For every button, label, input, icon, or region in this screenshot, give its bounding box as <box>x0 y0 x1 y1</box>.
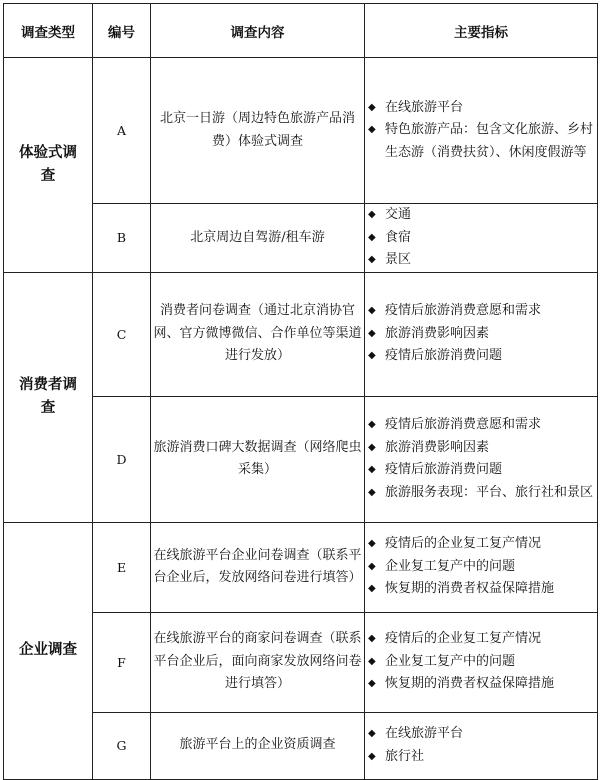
indicator-item <box>365 204 597 227</box>
diamond-bullet-icon: ◆ <box>368 464 376 475</box>
diamond-bullet-icon: ◆ <box>368 678 376 690</box>
indicator-item <box>365 723 597 746</box>
diamond-bullet-icon: ◆ <box>368 560 376 572</box>
indicators-cell <box>365 612 598 712</box>
diamond-bullet-icon: ◆ <box>368 419 376 430</box>
indicator-list <box>365 533 597 601</box>
survey-content-cell: 在线旅游平台企业问卷调查（联系平台企业后，发放网络问卷进行填答） <box>151 522 365 612</box>
indicator-item <box>365 249 597 272</box>
diamond-bullet-icon: ◆ <box>368 305 376 317</box>
indicator-item <box>365 556 597 579</box>
survey-id-cell: B <box>93 204 151 273</box>
indicator-item <box>365 414 597 437</box>
indicator-text: 特色旅游产品：包含文化旅游、乡村生态游（消费扶贫）、休闲度假游等 <box>385 122 594 160</box>
indicator-list <box>365 97 597 165</box>
indicator-text: 疫情后旅游消费问题 <box>385 348 503 364</box>
header-survey-type: 调查类型 <box>4 4 93 58</box>
diamond-bullet-icon: ◆ <box>368 124 376 136</box>
indicator-text: 疫情后的企业复工复产情况 <box>385 536 542 552</box>
indicator-list <box>365 723 597 768</box>
survey-id-cell: C <box>93 272 151 396</box>
indicator-text: 交通 <box>385 207 412 222</box>
indicators-cell <box>365 58 598 204</box>
survey-content-cell: 消费者问卷调查（通过北京消协官网、官方微博微信、合作单位等渠道进行发放） <box>151 272 365 396</box>
survey-content-cell: 旅游消费口碑大数据调查（网络爬虫采集） <box>151 396 365 522</box>
indicator-text: 疫情后旅游消费意愿和需求 <box>385 417 542 432</box>
survey-id-cell: A <box>93 58 151 204</box>
indicator-item <box>365 651 597 674</box>
diamond-bullet-icon: ◆ <box>368 633 376 645</box>
table-row <box>4 272 598 396</box>
indicator-text: 食宿 <box>385 229 412 245</box>
survey-id-cell: G <box>93 712 151 779</box>
indicator-item <box>365 437 597 460</box>
indicator-text: 旅行社 <box>385 748 425 764</box>
table-row <box>4 58 598 204</box>
indicator-item <box>365 673 597 696</box>
indicator-item <box>365 300 597 323</box>
survey-content-cell: 北京一日游（周边特色旅游产品消费）体验式调查 <box>151 58 365 204</box>
indicator-item <box>365 533 597 556</box>
indicator-list <box>365 628 597 696</box>
diamond-bullet-icon: ◆ <box>368 231 376 243</box>
indicator-item <box>365 119 597 164</box>
diamond-bullet-icon: ◆ <box>368 101 376 113</box>
survey-type-label: 消费者调查 <box>19 377 77 416</box>
indicator-item <box>365 578 597 601</box>
survey-type-cell <box>4 58 93 273</box>
indicator-text: 企业复工复产中的问题 <box>385 558 516 574</box>
header-id: 编号 <box>93 4 151 58</box>
indicator-text: 企业复工复产中的问题 <box>385 653 516 669</box>
indicator-text: 在线旅游平台 <box>385 99 464 115</box>
diamond-bullet-icon: ◆ <box>368 254 376 265</box>
indicator-item <box>365 746 597 769</box>
indicator-list <box>365 204 597 272</box>
indicator-item <box>365 97 597 120</box>
indicator-item <box>365 628 597 651</box>
indicator-item <box>365 482 597 505</box>
indicators-cell <box>365 272 598 396</box>
survey-content-cell: 在线旅游平台的商家问卷调查（联系平台企业后，面向商家发放网络问卷进行填答） <box>151 612 365 712</box>
table-row <box>4 522 598 612</box>
indicator-text: 在线旅游平台 <box>385 726 464 741</box>
header-survey-content: 调查内容 <box>151 4 365 58</box>
table-header <box>4 4 598 58</box>
diamond-bullet-icon: ◆ <box>368 209 376 220</box>
indicator-item <box>365 345 597 368</box>
indicator-item <box>365 323 597 346</box>
indicator-text: 旅游服务表现：平台、旅行社和景区 <box>385 484 594 500</box>
survey-type-cell <box>4 522 93 779</box>
survey-type-label: 体验式调查 <box>19 144 77 184</box>
diamond-bullet-icon: ◆ <box>368 486 376 498</box>
survey-id-cell: F <box>93 612 151 712</box>
header-row <box>4 4 598 58</box>
diamond-bullet-icon: ◆ <box>368 750 376 762</box>
survey-table <box>3 3 598 780</box>
table-body <box>4 58 598 780</box>
indicators-cell <box>365 204 598 273</box>
diamond-bullet-icon: ◆ <box>368 583 376 595</box>
indicator-text: 恢复期的消费者权益保障措施 <box>385 676 555 692</box>
indicator-text: 疫情后旅游消费意愿和需求 <box>385 303 542 319</box>
table-row <box>4 396 598 522</box>
indicator-text: 景区 <box>385 252 412 267</box>
header-main-indicators: 主要指标 <box>365 4 598 58</box>
survey-content-cell: 旅游平台上的企业资质调查 <box>151 712 365 779</box>
diamond-bullet-icon: ◆ <box>368 728 376 739</box>
diamond-bullet-icon: ◆ <box>368 350 376 362</box>
indicator-text: 恢复期的消费者权益保障措施 <box>385 581 555 597</box>
survey-id-cell: E <box>93 522 151 612</box>
indicator-text: 旅游消费影响因素 <box>385 325 490 341</box>
indicator-list <box>365 414 597 504</box>
indicator-list <box>365 300 597 368</box>
table-row <box>4 612 598 712</box>
table-row <box>4 204 598 273</box>
indicator-text: 疫情后的企业复工复产情况 <box>385 631 542 647</box>
survey-content-cell: 北京周边自驾游/租车游 <box>151 204 365 273</box>
indicators-cell <box>365 522 598 612</box>
diamond-bullet-icon: ◆ <box>368 655 376 667</box>
indicator-text: 旅游消费影响因素 <box>385 439 490 455</box>
indicator-text: 疫情后旅游消费问题 <box>385 462 503 477</box>
indicators-cell <box>365 396 598 522</box>
table-row <box>4 712 598 779</box>
survey-type-cell <box>4 272 93 522</box>
indicator-item <box>365 459 597 482</box>
indicator-item <box>365 227 597 250</box>
indicators-cell <box>365 712 598 779</box>
diamond-bullet-icon: ◆ <box>368 538 376 550</box>
survey-type-label: 企业调查 <box>19 642 77 658</box>
diamond-bullet-icon: ◆ <box>368 441 376 453</box>
survey-id-cell: D <box>93 396 151 522</box>
diamond-bullet-icon: ◆ <box>368 327 376 339</box>
